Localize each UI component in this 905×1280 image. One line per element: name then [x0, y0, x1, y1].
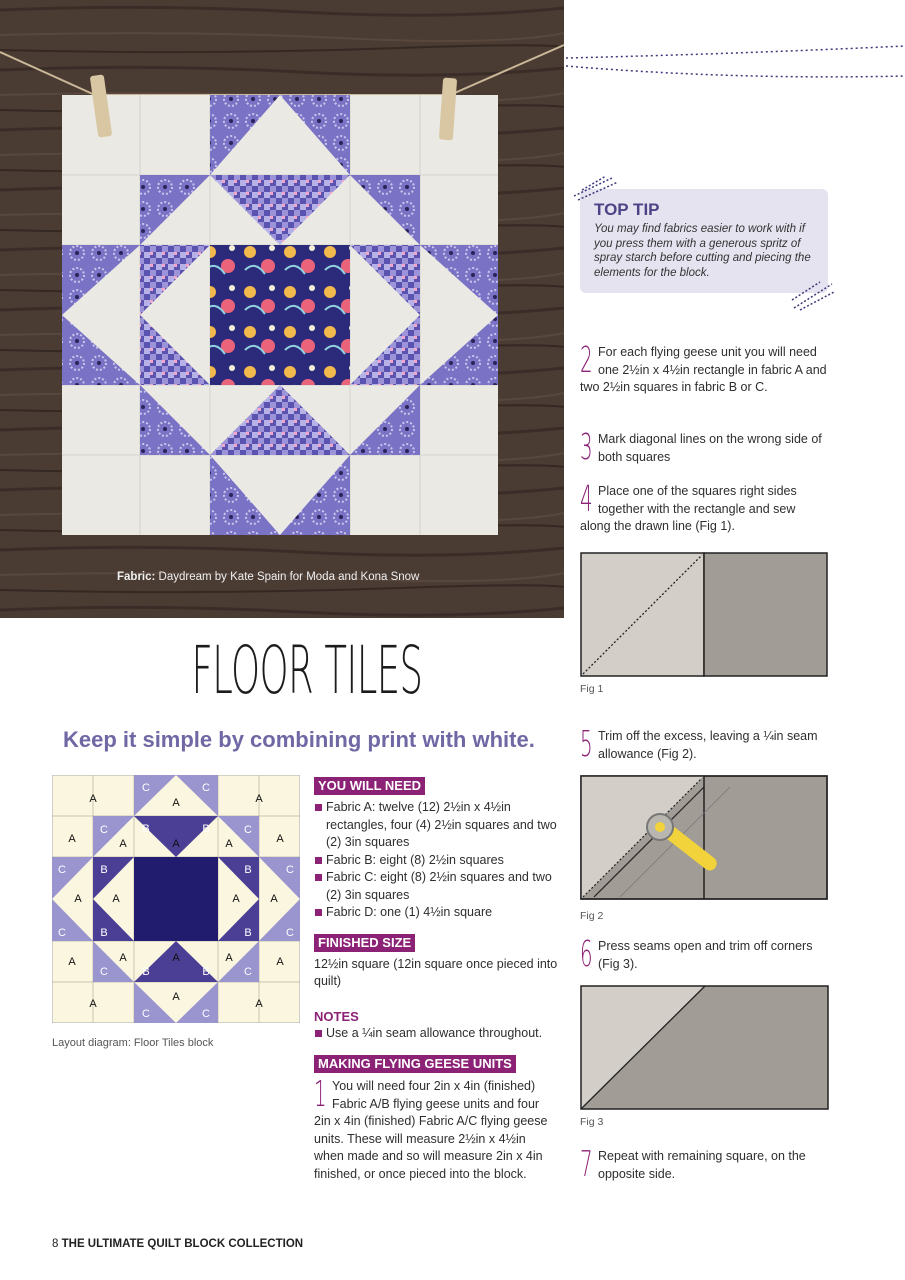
svg-text:C: C — [202, 1008, 210, 1020]
svg-text:A: A — [119, 952, 127, 964]
figure-3-caption: Fig 3 — [580, 1116, 604, 1128]
svg-text:A: A — [255, 998, 263, 1010]
svg-text:C: C — [244, 824, 252, 836]
notes-heading: NOTES — [314, 1008, 359, 1024]
svg-text:A: A — [225, 838, 233, 850]
figure-1 — [580, 552, 829, 678]
svg-text:C: C — [58, 864, 66, 876]
svg-text:A: A — [225, 952, 233, 964]
svg-text:B: B — [244, 927, 252, 939]
page-title: FLOOR TILES — [191, 632, 423, 709]
dotted-lines-decoration — [564, 40, 905, 90]
stitch-mark-icon — [790, 278, 836, 312]
svg-text:C: C — [286, 864, 294, 876]
svg-text:A: A — [172, 952, 180, 964]
svg-text:B: B — [142, 823, 150, 835]
svg-text:A: A — [74, 893, 82, 905]
svg-text:C: C — [202, 782, 210, 794]
finished-size-heading: FINISHED SIZE — [314, 934, 415, 952]
photo-caption: Fabric: Daydream by Kate Spain for Moda and Kona Snow — [117, 571, 420, 583]
flying-geese-heading: MAKING FLYING GEESE UNITS — [314, 1055, 516, 1073]
step-number: 1 — [314, 1074, 327, 1115]
step-1: 1 You will need four 2in x 4in (finished) Fabric A/B flying geese units and four 2in x 4in (finished) Fabric A/C flying geese units. These will measure 2½in x 4½in when made and so will measure 2in x 4in finished, or once pieced into the block. — [314, 1074, 548, 1181]
you-will-need-heading: YOU WILL NEED — [314, 777, 425, 795]
figure-3 — [580, 985, 830, 1111]
publication-title: THE ULTIMATE QUILT BLOCK COLLECTION — [61, 1238, 304, 1250]
svg-text:B: B — [142, 966, 150, 978]
stitch-mark-icon — [572, 172, 622, 202]
svg-text:C: C — [142, 1008, 150, 1020]
svg-text:A: A — [270, 893, 278, 905]
svg-text:A: A — [276, 833, 284, 845]
top-tip-heading: TOP TIP — [594, 200, 660, 219]
svg-text:B: B — [202, 966, 210, 978]
svg-text:B: B — [244, 864, 252, 876]
page-footer — [52, 1238, 303, 1250]
figure-2 — [580, 775, 829, 901]
svg-text:C: C — [58, 927, 66, 939]
svg-text:C: C — [142, 782, 150, 794]
svg-text:A: A — [68, 833, 76, 845]
svg-text:A: A — [255, 793, 263, 805]
step-4: 4 Place one of the squares right sides together with the rectangle and sew along the drawn line (Fig 1). — [580, 479, 797, 533]
layout-diagram — [52, 775, 300, 1023]
figure-2-caption: Fig 2 — [580, 910, 604, 922]
step-2: 2 For each flying geese unit you will need one 2½in x 4½in rectangle in fabric A and two 2½in squares in fabric B or C. — [580, 340, 827, 394]
svg-text:A: A — [119, 838, 127, 850]
quilt-block-photo — [0, 0, 564, 618]
step-7: 7 Repeat with remaining square, on the opposite side. — [580, 1144, 806, 1185]
svg-text:A: A — [172, 797, 180, 809]
list-item: Fabric A: twelve (12) 2½in x 4½in rectangles, four (4) 2½in squares and two (2) 3in squares — [314, 799, 558, 852]
page-number: 8 — [52, 1238, 59, 1250]
notes-list — [314, 1025, 558, 1043]
top-tip-text: You may find fabrics easier to work with if you press them with a generous spritz of spray starch before cutting and piecing the elements for the block. — [594, 223, 811, 279]
figure-1-caption: Fig 1 — [580, 683, 604, 695]
list-item: Fabric B: eight (8) 2½in squares — [314, 852, 558, 870]
svg-text:A: A — [172, 991, 180, 1003]
svg-text:A: A — [68, 956, 76, 968]
svg-text:C: C — [100, 824, 108, 836]
svg-text:B: B — [202, 823, 210, 835]
diagram-label: A — [89, 793, 97, 805]
svg-text:A: A — [276, 956, 284, 968]
finished-size-text: 12½in square (12in square once pieced into quilt) — [314, 956, 558, 988]
svg-text:A: A — [172, 838, 180, 850]
svg-text:C: C — [286, 927, 294, 939]
list-item: Fabric C: eight (8) 2½in squares and two (2) 3in squares — [314, 869, 558, 904]
svg-text:A: A — [232, 893, 240, 905]
step-6: 6 Press seams open and trim off corners (Fig 3). — [580, 934, 813, 975]
list-item: Use a ¼in seam allowance throughout. — [314, 1025, 558, 1043]
svg-text:C: C — [244, 966, 252, 978]
svg-text:C: C — [100, 966, 108, 978]
diagram-caption: Layout diagram: Floor Tiles block — [52, 1037, 214, 1049]
svg-text:A: A — [89, 998, 97, 1010]
block-photo — [0, 0, 564, 618]
step-3: 3 Mark diagonal lines on the wrong side of both squares — [580, 427, 822, 468]
svg-text:B: B — [100, 864, 108, 876]
page-subtitle: Keep it simple by combining print with white. — [63, 727, 535, 752]
middle-column — [314, 777, 558, 1183]
step-5: 5 Trim off the excess, leaving a ¼in seam allowance (Fig 2). — [580, 724, 818, 765]
svg-text:A: A — [112, 893, 120, 905]
svg-text:B: B — [100, 927, 108, 939]
list-item: Fabric D: one (1) 4½in square — [314, 904, 558, 922]
materials-list — [314, 799, 558, 922]
